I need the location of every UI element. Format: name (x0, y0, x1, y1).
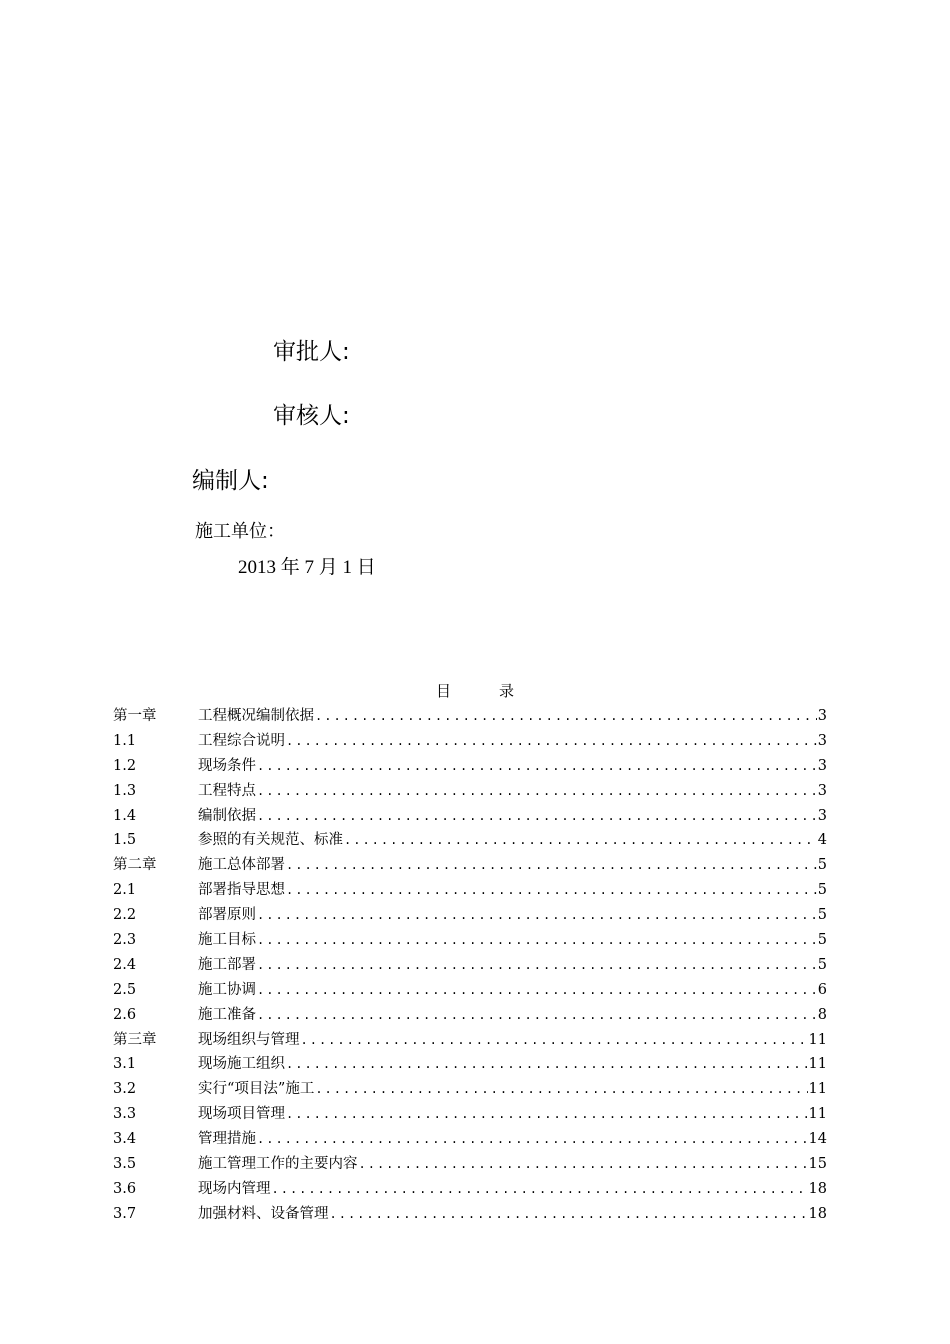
toc-entry-number: 3.7 (113, 1205, 137, 1222)
toc-entry[interactable] (113, 1028, 827, 1053)
toc-entry-title: 施工目标 (198, 932, 256, 949)
toc-entry[interactable] (113, 978, 827, 1003)
toc-entry-number: 1.5 (113, 832, 137, 849)
toc-entry-title: 施工协调 (198, 981, 256, 998)
toc-entry-page: 4 (817, 832, 827, 849)
toc-dot-leader (257, 804, 817, 829)
document-date: 2013 年 7 月 1 日 (238, 557, 376, 578)
toc-entry[interactable] (113, 1102, 827, 1127)
toc-entry-page: 5 (817, 857, 827, 874)
toc-entry-page: 3 (817, 757, 827, 774)
toc-entry-page: 11 (808, 1056, 827, 1073)
toc-entry[interactable] (113, 1127, 827, 1152)
toc-entry-title: 工程概况编制依据 (198, 708, 314, 724)
toc-entry-page: 6 (817, 981, 827, 998)
toc-entry[interactable] (113, 903, 827, 928)
toc-entry-page: 3 (817, 732, 827, 749)
toc-title: 目录 (435, 682, 562, 700)
toc-entry-title: 部署原则 (198, 907, 256, 924)
toc-entry-page: 5 (817, 956, 827, 973)
toc-dot-leader (315, 704, 817, 729)
toc-entry-number: 2.3 (113, 932, 137, 949)
toc-entry-title: 施工部署 (198, 956, 256, 973)
toc-entry[interactable] (113, 853, 827, 878)
toc-dot-leader (257, 978, 817, 1003)
toc-entry-number: 第二章 (113, 857, 157, 874)
toc-entry-page: 8 (817, 1006, 827, 1023)
toc-entry-title: 现场施工组织 (198, 1056, 285, 1073)
toc-entry-number: 2.5 (113, 981, 137, 998)
toc-entry-number: 3.1 (113, 1056, 137, 1073)
toc-entry[interactable] (113, 804, 827, 829)
toc-entry-number: 第一章 (113, 708, 157, 724)
toc-entry-number: 第三章 (113, 1031, 157, 1048)
toc-entry[interactable] (113, 1202, 827, 1227)
toc-dot-leader (301, 1028, 808, 1053)
toc-entry[interactable] (113, 878, 827, 903)
toc-entry-title: 施工准备 (198, 1006, 256, 1023)
toc-entry-title: 实行“项目法”施工 (198, 1081, 315, 1098)
toc-entry-title: 工程综合说明 (198, 732, 285, 749)
table-of-contents (113, 704, 827, 1227)
toc-entry[interactable] (113, 1052, 827, 1077)
reviewer-label: 审核人: (273, 403, 350, 429)
toc-entry-title: 加强材料、设备管理 (198, 1205, 329, 1222)
toc-dot-leader (286, 853, 817, 878)
toc-entry-page: 5 (817, 882, 827, 899)
compiler-label: 编制人: (192, 468, 269, 494)
toc-entry-number: 3.3 (113, 1106, 137, 1123)
toc-entry[interactable] (113, 1003, 827, 1028)
toc-dot-leader (257, 903, 817, 928)
toc-dot-leader (272, 1177, 808, 1202)
toc-entry-number: 2.2 (113, 907, 137, 924)
toc-entry-number: 2.1 (113, 882, 137, 899)
toc-entry-title: 管理措施 (198, 1131, 256, 1148)
toc-dot-leader (344, 828, 817, 853)
approver-label: 审批人: (273, 339, 350, 365)
toc-entry[interactable] (113, 779, 827, 804)
toc-entry-number: 1.4 (113, 807, 137, 824)
toc-entry-title: 现场条件 (198, 757, 256, 774)
toc-entry-page: 14 (808, 1131, 827, 1148)
toc-entry[interactable] (113, 928, 827, 953)
toc-entry-page: 5 (817, 932, 827, 949)
toc-entry-title: 编制依据 (198, 807, 256, 824)
toc-entry-page: 5 (817, 907, 827, 924)
toc-entry-number: 3.5 (113, 1156, 137, 1173)
toc-entry[interactable] (113, 704, 827, 729)
toc-dot-leader (257, 779, 817, 804)
toc-entry-page: 11 (808, 1031, 827, 1048)
toc-entry[interactable] (113, 1177, 827, 1202)
toc-entry-number: 1.3 (113, 782, 137, 799)
toc-dot-leader (257, 1127, 808, 1152)
toc-dot-leader (257, 754, 817, 779)
toc-dot-leader (286, 878, 817, 903)
toc-dot-leader (286, 1052, 808, 1077)
toc-entry[interactable] (113, 754, 827, 779)
toc-dot-leader (286, 1102, 808, 1127)
toc-entry-page: 3 (817, 708, 827, 724)
construction-unit-label: 施工单位： (195, 521, 285, 542)
toc-entry-title: 现场项目管理 (198, 1106, 285, 1123)
toc-entry-title: 参照的有关规范、标准 (198, 832, 343, 849)
toc-dot-leader (257, 1003, 817, 1028)
toc-entry[interactable] (113, 1077, 827, 1102)
toc-entry[interactable] (113, 729, 827, 754)
toc-entry-page: 18 (808, 1205, 827, 1222)
toc-entry[interactable] (113, 828, 827, 853)
toc-entry-number: 1.1 (113, 732, 137, 749)
toc-dot-leader (257, 953, 817, 978)
toc-entry-number: 3.6 (113, 1180, 137, 1197)
toc-dot-leader (359, 1152, 808, 1177)
toc-entry[interactable] (113, 1152, 827, 1177)
toc-entry-page: 18 (808, 1180, 827, 1197)
toc-entry-number: 1.2 (113, 757, 137, 774)
toc-entry-page: 3 (817, 807, 827, 824)
toc-entry-page: 3 (817, 782, 827, 799)
toc-dot-leader (286, 729, 817, 754)
toc-entry-title: 施工总体部署 (198, 857, 285, 874)
toc-entry-number: 2.4 (113, 956, 137, 973)
toc-entry-number: 2.6 (113, 1006, 137, 1023)
toc-dot-leader (315, 1077, 807, 1102)
toc-entry-title: 现场组织与管理 (198, 1031, 300, 1048)
toc-entry-number: 3.4 (113, 1131, 137, 1148)
toc-dot-leader (257, 928, 817, 953)
toc-entry-title: 工程特点 (198, 782, 256, 799)
toc-dot-leader (330, 1202, 808, 1227)
toc-entry-number: 3.2 (113, 1081, 137, 1098)
toc-entry-page: 11 (808, 1106, 827, 1123)
toc-entry-title: 现场内管理 (198, 1180, 271, 1197)
toc-entry-title: 部署指导思想 (198, 882, 285, 899)
toc-entry-title: 施工管理工作的主要内容 (198, 1156, 358, 1173)
toc-entry-page: 11 (808, 1081, 827, 1098)
toc-entry[interactable] (113, 953, 827, 978)
toc-entry-page: 15 (808, 1156, 827, 1173)
